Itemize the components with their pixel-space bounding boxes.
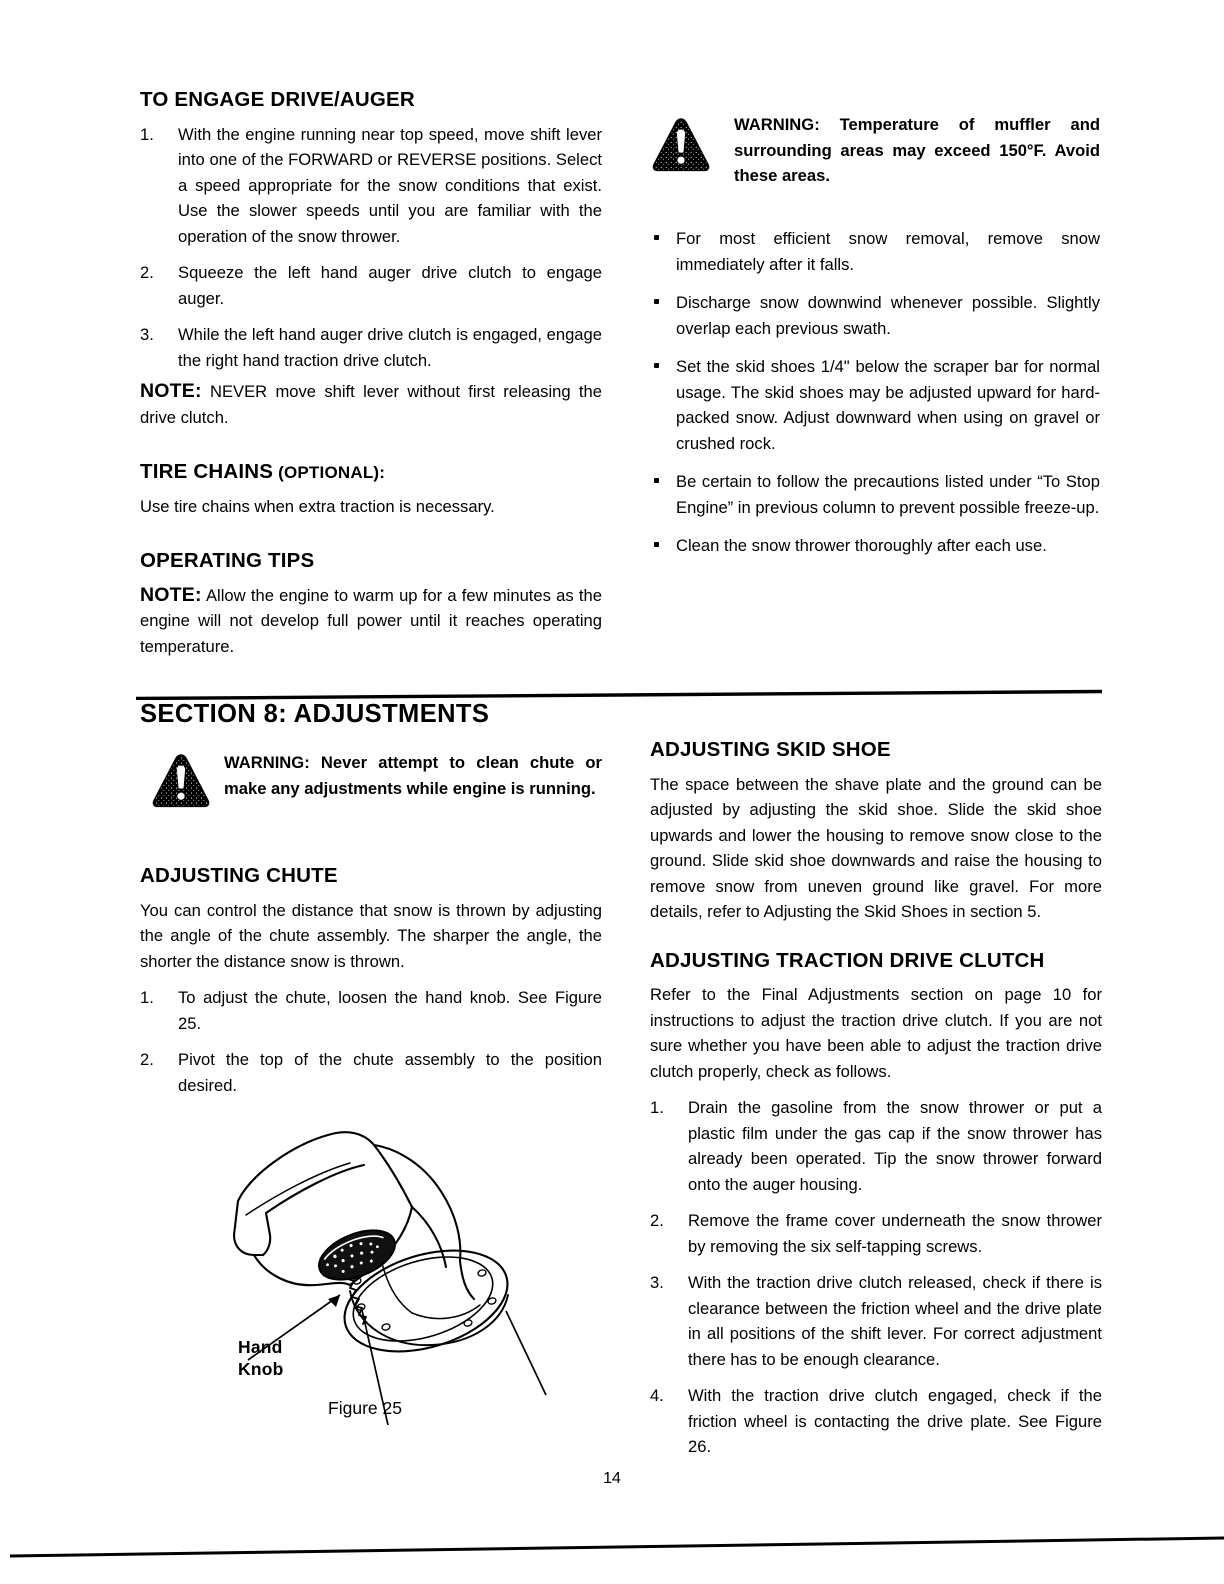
list-item <box>140 122 602 250</box>
list-item <box>650 1383 1102 1460</box>
adjusting-chute-steps-list <box>140 985 602 1098</box>
list-item <box>140 1047 602 1098</box>
right-column-top <box>650 112 1100 559</box>
list-text: For most efficient snow removal, remove snow immediately after it falls. <box>676 229 1100 274</box>
operating-tips-bullets <box>650 226 1100 559</box>
right-column-bottom <box>650 738 1102 1460</box>
list-text: Pivot the top of the chute assembly to the position desired. <box>178 1050 602 1095</box>
note-shift-lever <box>140 379 602 430</box>
list-text: With the traction drive clutch released, check if there is clearance between the friction wheel and the drive plate in all positions of the shift lever. For correct adjustment there has to be enough clearance. <box>688 1273 1102 1369</box>
warning-text-muffler: WARNING: Temperature of muffler and surrounding areas may exceed 150°F. Avoid these areas. <box>734 115 1100 185</box>
warning-block-adjustments <box>140 750 602 830</box>
bullet-dot-icon <box>654 299 659 304</box>
warning-text-adjustments: WARNING: Never attempt to clean chute or make any adjustments while engine is running. <box>224 753 602 798</box>
page-title-section-8: SECTION 8: ADJUSTMENTS <box>140 700 490 728</box>
heading-adjusting-chute: ADJUSTING CHUTE <box>140 864 338 888</box>
list-item <box>650 290 1100 341</box>
adjusting-traction-drive-clutch-text: Refer to the Final Adjustments section on page 10 for instructions to adjust the traction drive clutch. If you are not sure whether you have been able to adjust the traction drive clutch properly, check as follows. <box>650 985 1102 1081</box>
list-item <box>650 226 1100 277</box>
bullet-dot-icon <box>654 542 659 547</box>
bullet-dot-icon <box>654 235 659 240</box>
heading-adjusting-traction-drive-clutch: ADJUSTING TRACTION DRIVE CLUTCH <box>650 948 1045 972</box>
list-marker: 1. <box>140 988 154 1008</box>
list-text: Squeeze the left hand auger drive clutch to engage auger. <box>178 263 602 308</box>
tire-chains-text: Use tire chains when extra traction is necessary. <box>140 496 495 516</box>
figure-25-illustration <box>150 1095 600 1425</box>
list-text: With the traction drive clutch engaged, check if the friction wheel is contacting the drive plate. See Figure 26. <box>688 1386 1102 1457</box>
list-text: While the left hand auger drive clutch is engaged, engage the right hand traction drive clutch. <box>178 325 602 370</box>
figure-callout-line-1: Hand <box>238 1337 283 1357</box>
list-item <box>650 533 1100 559</box>
list-marker: 2. <box>140 263 154 283</box>
list-marker: 2. <box>140 1050 154 1070</box>
figure-callout-hand-knob <box>238 1336 284 1380</box>
heading-tire-chains <box>140 460 602 484</box>
list-text: Clean the snow thrower thoroughly after each use. <box>676 536 1047 555</box>
list-text: With the engine running near top speed, move shift lever into one of the FORWARD or REVERSE positions. Select a speed appropriate for the snow conditions that exist. Use the slower speeds until you are familiar with the operation of the snow thrower. <box>178 124 602 246</box>
traction-clutch-steps-list <box>650 1095 1102 1460</box>
list-marker: 1. <box>140 124 154 144</box>
list-marker: 3. <box>140 325 154 345</box>
note-text: Allow the engine to warm up for a few minutes as the engine will not develop full power until it reaches operating temperature. <box>140 585 602 656</box>
adjusting-chute-text: You can control the distance that snow is thrown by adjusting the angle of the chute assembly. The sharper the angle, the shorter the distance snow is thrown. <box>140 900 602 971</box>
figure-callout-line-2: Knob <box>238 1359 284 1379</box>
list-item <box>140 322 602 373</box>
list-text: Discharge snow downwind whenever possible. Slightly overlap each previous swath. <box>676 293 1100 338</box>
adjusting-skid-shoe-text: The space between the shave plate and the ground can be adjusted by adjusting the skid shoe. Slide the skid shoe upwards and lower the housing to remove snow close to the ground. Slide skid shoe downwards and raise the housing to remove snow from uneven ground like gravel. For more details, refer to Adjusting the Skid Shoes in section 5. <box>650 774 1102 922</box>
section-divider <box>136 688 1102 700</box>
heading-to-engage-drive-auger: TO ENGAGE DRIVE/AUGER <box>140 88 415 111</box>
list-item <box>650 354 1100 456</box>
list-text: To adjust the chute, loosen the hand knob. See Figure 25. <box>178 988 602 1033</box>
heading-tire-chains-optional: (OPTIONAL): <box>273 463 386 483</box>
figure-caption: Figure 25 <box>328 1398 402 1418</box>
page-number: 14 <box>603 1470 621 1487</box>
heading-operating-tips: OPERATING TIPS <box>140 549 315 573</box>
list-item <box>650 1095 1102 1197</box>
list-text: Be certain to follow the precautions listed under “To Stop Engine” in previous column to prevent possible freeze-up. <box>676 472 1100 517</box>
list-item <box>650 469 1100 520</box>
left-column-bottom <box>140 700 602 1098</box>
list-text: Set the skid shoes 1/4" below the scraper bar for normal usage. The skid shoes may be adjusted upward for hard-packed snow. Adjust downward when using on gravel or crushed rock. <box>676 357 1100 453</box>
list-text: Remove the frame cover underneath the snow thrower by removing the six self-tapping screws. <box>688 1211 1102 1256</box>
list-marker: 3. <box>650 1273 664 1293</box>
bullet-dot-icon <box>654 478 659 483</box>
warning-block-muffler <box>650 112 1100 196</box>
list-item <box>140 985 602 1036</box>
list-marker: 2. <box>650 1211 664 1231</box>
warning-triangle-icon <box>650 116 712 174</box>
list-item <box>140 260 602 311</box>
warning-triangle-icon <box>150 752 212 810</box>
engage-drive-steps-list <box>140 122 602 374</box>
heading-tire-chains-main: TIRE CHAINS <box>140 460 274 484</box>
operating-tips-note <box>140 583 602 660</box>
note-label: NOTE: <box>140 380 202 403</box>
left-column-top <box>140 88 602 659</box>
heading-adjusting-skid-shoe: ADJUSTING SKID SHOE <box>650 738 891 761</box>
note-text: NEVER move shift lever without first releasing the drive clutch. <box>140 382 602 427</box>
list-item <box>650 1208 1102 1259</box>
list-item <box>650 1270 1102 1372</box>
list-text: Drain the gasoline from the snow thrower or put a plastic film under the gas cap if the snow thrower has already been operated. Tip the snow thrower forward onto the auger housing. <box>688 1098 1102 1194</box>
scan-edge-line <box>10 1524 1224 1564</box>
bullet-dot-icon <box>654 363 659 368</box>
note-label: NOTE: <box>140 583 202 606</box>
list-marker: 1. <box>650 1098 664 1118</box>
list-marker: 4. <box>650 1386 664 1406</box>
